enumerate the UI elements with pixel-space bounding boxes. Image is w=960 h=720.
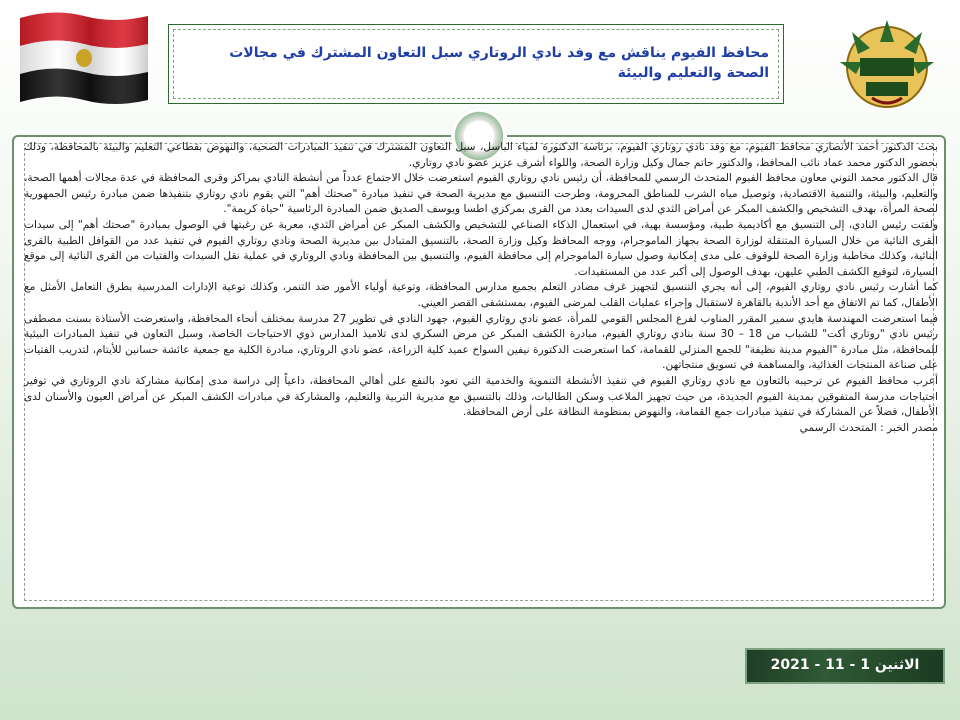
date-bar <box>745 648 945 684</box>
paragraph: بحث الدكتور أحمد الأنصاري محافظ الفيوم، مع وفد نادي روتاري الفيوم، برئاسة الدكتورة لمياء الباسل، سبل التعاون المشترك في تنفيذ المبادرات الصحية، والنهوض بقطاعي التعليم والبيئة بالمحافظة، وذلك بحضور الدكتور محمد عماد نائب المحافظ، والدكتور حاتم جمال وكيل وزارة الصحة، واللواء أشرف عزيز عضو نادي روتاري. <box>24 141 938 169</box>
paragraph: أعرب محافظ الفيوم عن ترحيبه بالتعاون مع نادي روتاري الفيوم في تنفيذ الأنشطة التنموية والخدمية التي تعود بالنفع على أهالي المحافظة، داعياً إلى دراسة مدى إمكانية مشاركة نادي الروتاري في توفير احتياجات مدرسة المتفوقين بمدينة الفيوم الجديدة، من حيث تجهيز الملاعب وسكن الطالبات، وذلك بالتنسيق مع مديرية التربية والتعليم، والمشاركة في مبادرات الكشف المبكر عن أمراض العيون والأسنان لدى الأطفال، فضلاً عن المشاركة في تنفيذ مبادرات جمع القمامة، والنهوض بمنظومة النظافة على أرض المحافظة. <box>24 374 938 419</box>
date-label: الاثنين 1 - 11 - 2021 <box>770 657 920 673</box>
paragraph: ولفتت رئيس النادي، إلى التنسيق مع أكاديمية طبية، ومؤسسة بهية، في استعمال الذكاء الصناعي للتشخيص والكشف المبكر عن أمراض الثدي، معربة عن رغبتها في الوصول بمبادرة "صحتك أهم" إلى سيدات القرى النائية من خلال السيارة المتنقلة لوزارة الصحة بجهاز الماموجرام، ووجه المحافظ وكيل وزارة الصحة، بالتنسيق المتبادل بين مديرية الصحة ونادي روتاري الفيوم في تنفيذ عدد من القوافل الطبية بالقرى النائية، وكذلك مخاطبة وزارة الصحة للوقوف على مدى إمكانية وصول سيارة الماموجرام إلى محافظة الفيوم، والتنسيق بين المحافظة ونادي الروتاري في عملية نقل السيدات والفتيات من القرى النائية إلى موقع السيارة، لتوقيع الكشف الطبي عليهن، بهدف الوصول إلى أكبر عدد من المستفيدات. <box>24 218 938 278</box>
paragraph: فيما استعرضت المهندسة هايدي سمير المقرر المناوب لفرع المجلس القومي للمرأة، عضو نادي روتاري الفيوم، جهود النادي في تطوير 27 مدرسة بمختلف أنحاء المحافظة، واستعرضت الأستاذة بسنت مصطفى رئيس نادي "روتاري أكت" للشباب من 18 – 30 سنة بنادي روتاري الفيوم، مبادرة الكشف المبكر عن مرض السكري لدى تلاميذ المدارس ذوي الاحتياجات الخاصة، وسبل التعاون في تنفيذ المبادرات البيئية للمحافظة، مثل مبادرة "الفيوم مدينة نظيفة" للجمع المنزلي للقمامة، كما استعرضت الدكتورة نيفين السواح عميد كلية الزراعة، عضو نادي الروتاري، مبادرة الكلية مع جمعية عائشة حسانين للأيتام، لتدريب الفتيات على صناعة المنتجات الغذائية، والمساهمة في تسويق منتجاتهن. <box>24 312 938 372</box>
article-body <box>24 140 938 436</box>
paragraph: كما أشارت رئيس نادي روتاري الفيوم، إلى أنه يجري التنسيق لتجهيز غرف مصادر التعلم بجميع مدارس المحافظة، وتوعية أولياء الأمور ضد التنمر، وكذلك توعية الإدارات المدرسية بطرق التعامل الأمثل مع الأطفال، كما تم الاتفاق مع أحد الأندية بالقاهرة لاستقبال وإجراء عمليات القلب لمرضى الفيوم، بمستشفى القصر العيني. <box>24 281 938 309</box>
headline-box <box>168 24 784 104</box>
headline: محافظ الفيوم يناقش مع وفد نادي الروتاري سبل التعاون المشترك في مجالات الصحة والتعليم والبيئة <box>229 45 769 81</box>
paragraph: قال الدكتور محمد التوني معاون محافظ الفيوم المتحدث الرسمي للمحافظة، أن رئيس نادي روتاري الفيوم استعرضت خلال الاجتماع عدداً من أنشطة النادي بمراكز وقرى المحافظة في عدة مجالات أهمها الصحة، والتعليم، والبيئة، والتنمية الاقتصادية، وتوصيل مياه الشرب للمناطق المحرومة، وطرحت التنسيق مع مديرية الصحة في تنفيذ مبادرة "صحتك أهم" التي يقوم نادي روتاري بتنفيذها ضمن مبادرة رئيس الجمهورية لصحة المرأة، بهدف التشخيص والكشف المبكر عن أمراض الثدي لدى السيدات بعدد من القرى بمركزي اطسا ويوسف الصديق ضمن المبادرة الرئاسية "حياة كريمة". <box>24 172 938 216</box>
governorate-logo <box>832 12 942 112</box>
news-source: مصدر الخبر : المتحدث الرسمي <box>799 421 938 434</box>
egypt-flag-icon <box>14 8 152 112</box>
